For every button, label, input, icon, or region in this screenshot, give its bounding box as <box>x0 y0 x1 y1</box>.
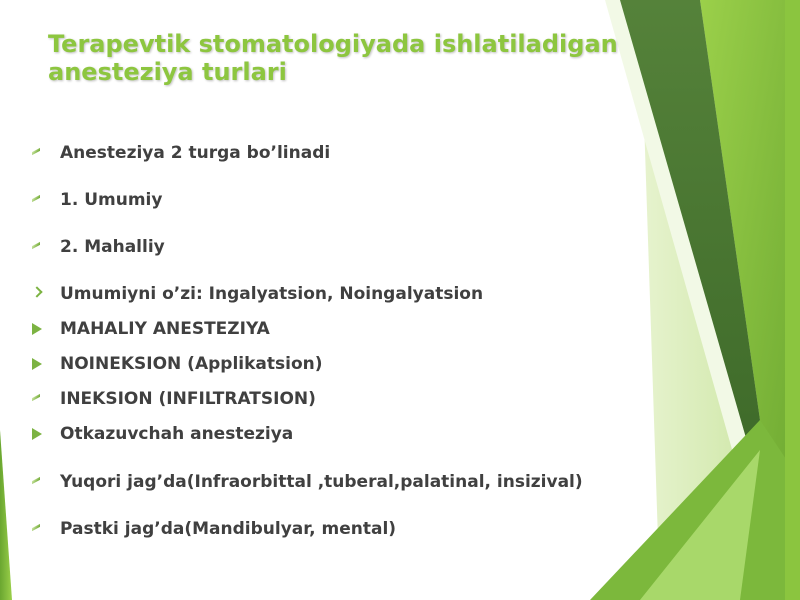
bullet-text: Otkazuvchah anesteziya <box>60 424 294 444</box>
right-edge-strip <box>785 0 800 600</box>
bullet-text: 2. Mahalliy <box>60 237 165 257</box>
bullet-text: MAHALIY ANESTEZIYA <box>60 319 270 339</box>
bullet-tick-icon <box>30 141 60 165</box>
slide-title <box>48 30 648 86</box>
bullet-tick-icon <box>30 387 60 411</box>
bullet-text: Umumiyni o’zi: Ingalyatsion, Noingalyatsion <box>60 284 484 304</box>
bullet-text: Yuqori jag’da(Infraorbittal ,tuberal,palatinal, insizival) <box>60 472 583 492</box>
bullet-item <box>30 470 583 494</box>
bullet-item <box>30 188 162 212</box>
bullet-arrow-icon <box>30 282 60 306</box>
bullet-tick-icon <box>30 470 60 494</box>
bullet-item <box>30 352 323 376</box>
bullet-item <box>30 387 316 411</box>
slide-title-line2: anesteziya turlari <box>48 58 287 86</box>
bullet-text: Pastki jag’da(Mandibulyar, mental) <box>60 519 397 539</box>
bullet-item <box>30 517 396 541</box>
bullet-text: INEKSION (INFILTRATSION) <box>60 389 316 409</box>
bullet-tick-icon <box>30 235 60 259</box>
left-accent-shape <box>0 430 12 600</box>
bullet-text: Anesteziya 2 turga bo’linadi <box>60 143 331 163</box>
bullet-tick-icon <box>30 517 60 541</box>
bullet-text: NOINEKSION (Applikatsion) <box>60 354 323 374</box>
bullet-item <box>30 317 270 341</box>
bullet-tick-icon <box>30 188 60 212</box>
bullet-text: 1. Umumiy <box>60 190 163 210</box>
bullet-item <box>30 422 293 446</box>
bullet-item <box>30 235 165 259</box>
bullet-triangle-icon <box>30 317 60 341</box>
bullet-item <box>30 282 483 306</box>
slide-title-line1: Terapevtik stomatologiyada ishlatiladigan <box>48 30 618 58</box>
bullet-item <box>30 141 330 165</box>
bullet-triangle-icon <box>30 352 60 376</box>
bullet-triangle-icon <box>30 422 60 446</box>
